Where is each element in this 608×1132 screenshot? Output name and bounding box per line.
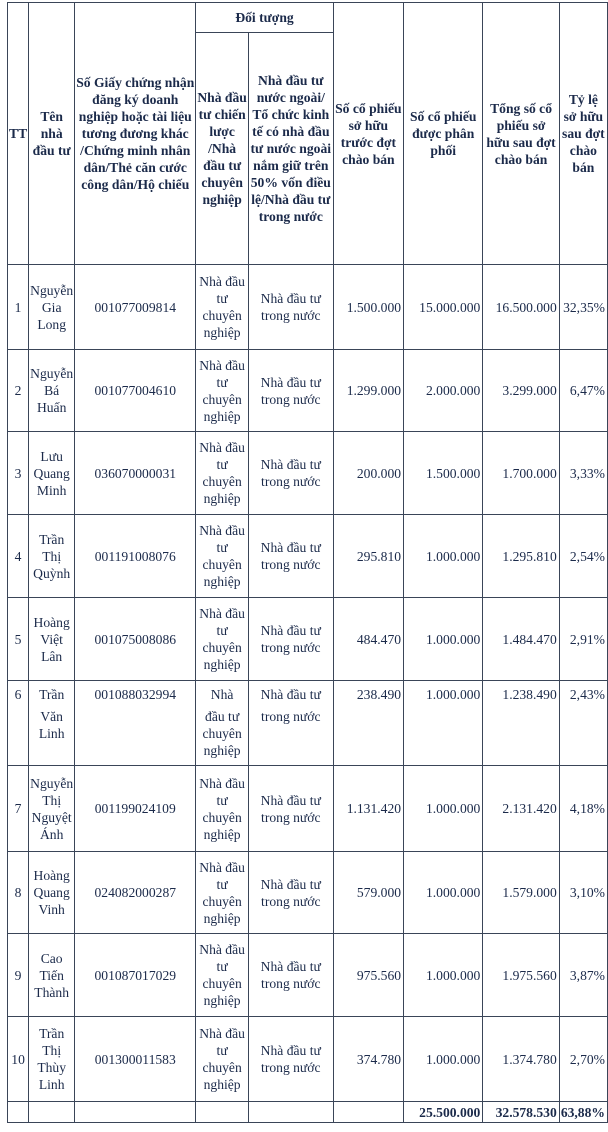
row-ratio: 2,70% [559, 1017, 607, 1102]
row-shares-distributed: 1.000.000 [404, 766, 483, 852]
total-blank [75, 1102, 196, 1123]
row-shares-after: 1.238.490 [483, 681, 559, 708]
row-shares-distributed: 1.500.000 [404, 432, 483, 515]
row-shares-after: 1.975.560 [483, 934, 559, 1017]
row-blank [404, 708, 483, 766]
row-shares-before: 1.131.420 [333, 766, 403, 852]
row-investor-type: trong nước [248, 708, 333, 766]
row-investor-type: Nhà đầu tư trong nước [248, 852, 333, 934]
row-investor-type: Nhà đầu tư trong nước [248, 1017, 333, 1102]
row-shares-before: 484.470 [333, 598, 403, 681]
row-shares-after: 2.131.420 [483, 766, 559, 852]
row-shares-distributed: 2.000.000 [404, 350, 483, 432]
total-blank [8, 1102, 29, 1123]
row-subject: đầu tư chuyên nghiệp [196, 708, 249, 766]
row-id-number: 001077004610 [75, 350, 196, 432]
row-tt: 6 [8, 681, 29, 708]
row-investor-name: Nguyễn Gia Long [29, 265, 75, 350]
row-tt: 8 [8, 852, 29, 934]
total-blank [29, 1102, 75, 1123]
row-shares-after: 3.299.000 [483, 350, 559, 432]
total-row [8, 1102, 608, 1123]
row-investor-type: Nhà đầu tư trong nước [248, 598, 333, 681]
table-row [8, 934, 608, 1017]
row-ratio: 3,33% [559, 432, 607, 515]
table-row [8, 515, 608, 598]
row-shares-distributed: 1.000.000 [404, 1017, 483, 1102]
row-shares-distributed: 1.000.000 [404, 681, 483, 708]
row-shares-before: 295.810 [333, 515, 403, 598]
row-tt: 2 [8, 350, 29, 432]
total-ratio: 63,88% [559, 1102, 607, 1123]
header-tt: TT [8, 3, 29, 265]
row-investor-type: Nhà đầu tư [248, 681, 333, 708]
row-id-number: 001191008076 [75, 515, 196, 598]
row-subject: Nhà đầu tư chuyên nghiệp [196, 852, 249, 934]
row-ratio: 2,54% [559, 515, 607, 598]
row-subject: Nhà đầu tư chuyên nghiệp [196, 350, 249, 432]
row-investor-name: Cao Tiến Thành [29, 934, 75, 1017]
row-shares-after: 1.579.000 [483, 852, 559, 934]
row-ratio: 3,10% [559, 852, 607, 934]
table-row [8, 350, 608, 432]
row-investor-type: Nhà đầu tư trong nước [248, 350, 333, 432]
row-shares-before: 374.780 [333, 1017, 403, 1102]
row-id-number: 036070000031 [75, 432, 196, 515]
row-subject: Nhà đầu tư chuyên nghiệp [196, 432, 249, 515]
row-investor-name: Lưu Quang Minh [29, 432, 75, 515]
row-investor-name: Trần Thị Quỳnh [29, 515, 75, 598]
row-shares-distributed: 1.000.000 [404, 852, 483, 934]
row-investor-name: Nguyễn Bá Huấn [29, 350, 75, 432]
row-subject: Nhà đầu tư chuyên nghiệp [196, 1017, 249, 1102]
row-shares-before: 579.000 [333, 852, 403, 934]
table-row [8, 766, 608, 852]
row-shares-after: 1.484.470 [483, 598, 559, 681]
header-subject-group: Đối tượng [196, 3, 333, 33]
header-ratio-after: Tỷ lệ sở hữu sau đợt chào bán [559, 3, 607, 265]
row-subject: Nhà [196, 681, 249, 708]
table-row [8, 598, 608, 681]
row-ratio: 2,43% [559, 681, 607, 708]
row-ratio: 4,18% [559, 766, 607, 852]
row-shares-after: 1.374.780 [483, 1017, 559, 1102]
row-id-number: 001075008086 [75, 598, 196, 681]
investor-allocation-table [7, 2, 608, 1123]
row-investor-type: Nhà đầu tư trong nước [248, 934, 333, 1017]
row-id-number: 001300011583 [75, 1017, 196, 1102]
row-shares-before: 1.500.000 [333, 265, 403, 350]
row-tt: 3 [8, 432, 29, 515]
header-subject-foreign: Nhà đầu tư nước ngoài/ Tổ chức kinh tế có nhà đầu tư nước ngoài nắm giữ trên 50% vốn điều lệ/Nhà đầu tư trong nước [248, 33, 333, 265]
row-id-number: 001087017029 [75, 934, 196, 1017]
row-investor-type: Nhà đầu tư trong nước [248, 515, 333, 598]
total-shares-distributed: 25.500.000 [404, 1102, 483, 1123]
row-shares-before: 975.560 [333, 934, 403, 1017]
row-id-number: 024082000287 [75, 852, 196, 934]
row-id-number: 001077009814 [75, 265, 196, 350]
row-id-blank [75, 708, 196, 766]
table-row [8, 265, 608, 350]
row-tt: 5 [8, 598, 29, 681]
row-tt: 4 [8, 515, 29, 598]
header-subject-strategic: Nhà đầu tư chiến lược /Nhà đầu tư chuyên nghiệp [196, 33, 249, 265]
row-shares-distributed: 1.000.000 [404, 598, 483, 681]
row-shares-before: 238.490 [333, 681, 403, 708]
row-blank [333, 708, 403, 766]
row-blank [483, 708, 559, 766]
row-ratio: 6,47% [559, 350, 607, 432]
header-investor-name: Tên nhà đầu tư [29, 3, 75, 265]
row-shares-before: 1.299.000 [333, 350, 403, 432]
header-shares-after: Tổng số cổ phiếu sở hữu sau đợt chào bán [483, 3, 559, 265]
row-id-number: 001199024109 [75, 766, 196, 852]
row-subject: Nhà đầu tư chuyên nghiệp [196, 598, 249, 681]
row-investor-type: Nhà đầu tư trong nước [248, 432, 333, 515]
row-tt-blank [8, 708, 29, 766]
row-subject: Nhà đầu tư chuyên nghiệp [196, 766, 249, 852]
row-tt: 7 [8, 766, 29, 852]
row-ratio: 3,87% [559, 934, 607, 1017]
row-shares-before: 200.000 [333, 432, 403, 515]
row-shares-after: 16.500.000 [483, 265, 559, 350]
total-blank [248, 1102, 333, 1123]
row-investor-name: Nguyễn Thị Nguyệt Ánh [29, 766, 75, 852]
row-investor-name: Trần Thị Thùy Linh [29, 1017, 75, 1102]
row-subject: Nhà đầu tư chuyên nghiệp [196, 934, 249, 1017]
header-id-document: Số Giấy chứng nhận đăng ký doanh nghiệp hoặc tài liệu tương đương khác /Chứng minh nhân dân/Thẻ căn cước công dân/Hộ chiếu [75, 3, 196, 265]
total-shares-after: 32.578.530 [483, 1102, 559, 1123]
row-investor-name: Hoàng Việt Lân [29, 598, 75, 681]
row-investor-type: Nhà đầu tư trong nước [248, 265, 333, 350]
row-investor-name: Hoàng Quang Vinh [29, 852, 75, 934]
row-tt: 10 [8, 1017, 29, 1102]
total-blank [196, 1102, 249, 1123]
row-investor-name: Trần [29, 681, 75, 708]
row-shares-after: 1.295.810 [483, 515, 559, 598]
row-shares-distributed: 15.000.000 [404, 265, 483, 350]
row-investor-type: Nhà đầu tư trong nước [248, 766, 333, 852]
row-ratio: 2,91% [559, 598, 607, 681]
row-subject: Nhà đầu tư chuyên nghiệp [196, 265, 249, 350]
header-shares-before: Số cổ phiếu sở hữu trước đợt chào bán [333, 3, 403, 265]
row-blank [559, 708, 607, 766]
row-shares-distributed: 1.000.000 [404, 515, 483, 598]
total-blank [333, 1102, 403, 1123]
row-shares-after: 1.700.000 [483, 432, 559, 515]
header-shares-distributed: Số cổ phiếu được phân phối [404, 3, 483, 265]
row-investor-name: Văn Linh [29, 708, 75, 766]
row-subject: Nhà đầu tư chuyên nghiệp [196, 515, 249, 598]
row-ratio: 32,35% [559, 265, 607, 350]
row-shares-distributed: 1.000.000 [404, 934, 483, 1017]
table-row-continued [8, 708, 608, 766]
table-row [8, 1017, 608, 1102]
table-row [8, 681, 608, 708]
row-tt: 1 [8, 265, 29, 350]
row-tt: 9 [8, 934, 29, 1017]
table-row [8, 852, 608, 934]
table-row [8, 432, 608, 515]
row-id-number: 001088032994 [75, 681, 196, 708]
